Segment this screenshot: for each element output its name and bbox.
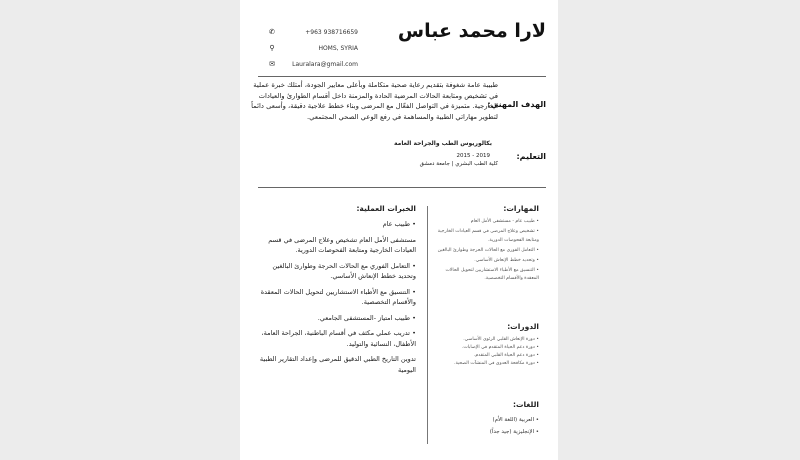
bullet-icon: • [412,220,416,228]
bullet-icon: • [534,257,539,263]
experience-section [254,204,416,380]
contact-info [268,24,358,72]
list-item [433,218,539,227]
divider-top [258,76,546,77]
bullet-icon: • [534,429,539,435]
bullet-icon: • [412,313,416,322]
languages-title: اللغات: [512,400,539,409]
education-label: التعليم: [516,152,546,161]
cv.languages-text: الإنجليزية (جيد جداً) [489,429,534,435]
cv.experience-text: مستشفى الأمل العام تشخيص وعلاج المرضى في قسم العيادات الخارجية ومتابعة الفحوصات الدورية. [268,235,416,254]
cv.courses-text: دورة الإنعاش القلبي الرئوي الأساسي. [463,337,535,342]
list-item [433,344,539,352]
skills-list [433,218,539,284]
bullet-icon: • [534,353,539,358]
list-item [254,313,416,324]
bullet-icon: • [534,219,539,224]
envelope-icon: ✉ [269,60,275,68]
skills-section [433,204,539,285]
list-item [433,360,539,368]
bullet-icon: • [412,261,416,270]
cv.courses-text: دورة دعم الحياة القلبي المتقدم. [473,353,535,358]
courses-title: الدورات: [507,322,539,331]
bullet-icon: • [534,361,539,366]
email-text: Lauralara@gmail.com [292,60,358,68]
list-item [254,235,416,256]
cv.skills-text: التنسيق مع الأطباء الاستشاريين لتحويل الحالات المعقدة والأقسام التخصصية. [445,267,539,281]
list-item [254,261,416,282]
list-item [433,247,539,256]
cv.courses-text: دورة دعم الحياة المتقدم في الإصابات. [461,345,535,350]
list-item [254,328,416,349]
column-divider [427,206,428,444]
cv.courses-text: دورة مكافحة العدوى في المنشآت الصحية. [454,361,535,366]
education-school: كلية الطب البشري | جامعة دمشق [419,161,498,167]
bullet-icon: • [412,329,416,337]
location-pin-icon: ⚲ [269,44,275,52]
bullet-icon: • [534,229,539,234]
objective-text: طبيبة عامة شغوفة بتقديم رعاية صحية متكاملة وبأعلى معايير الجودة، أمتلك خبرة عملية في تشخيص ومتابعة الحالات المرضية الحادة والمزمنة داخل أقسام الطوارئ والعيادات الخارجية. متميزة في التواصل الفعّال مع المرضى وبناء خطط علاجية دقيقة، وأسعى دائماً لتطوير مهاراتي الطبية والمساهمة في رفع الوعي الصحي المجتمعي. [251,81,498,121]
cv.skills-text: التعامل الفوري مع الحالات الحرجة وطوارئ البالغين [437,247,535,253]
cv.languages-text: العربية (اللغة الأم) [492,417,534,423]
bullet-icon: • [412,287,416,296]
phone-number: +963 938716659 [305,28,358,36]
bullet-icon: • [534,247,539,253]
languages-list [433,414,539,438]
list-item [433,426,539,438]
cv.experience-text: طبيب عام [382,220,410,228]
contact-phone [268,24,358,40]
education-years: 2015 - 2019 [456,153,490,159]
bullet-icon: • [534,267,539,273]
courses-section [433,322,539,368]
experience-list [254,219,416,375]
cv.experience-text: تدوين التاريخ الطبي الدقيق للمرضى وإعداد التقارير الطبية اليومية [259,355,416,374]
list-item [254,354,416,375]
list-item [254,219,416,230]
location-text: HOMS, SYRIA [318,44,358,52]
list-item [433,228,539,245]
cv.experience-text: التعامل الفوري مع الحالات الحرجة وطوارئ البالغين وتحديد خطط الإنعاش الأساسي. [272,261,416,280]
list-item [433,257,539,266]
list-item [433,336,539,344]
cv.experience-text: طبيب امتياز -المستشفى الجامعي. [317,313,410,322]
education-degree: بكالوريوس الطب والجراحة العامة [394,140,492,147]
cv-page [240,0,558,460]
objective-label: الهدف المهني: [487,100,546,109]
cv.skills-text: تشخيص وعلاج المرضى في قسم العيادات الخارجية ومتابعة الفحوصات الدورية. [437,229,539,243]
bullet-icon: • [534,345,539,350]
cv.experience-text: التنسيق مع الأطباء الاستشاريين لتحويل الحالات المعقدة والأقسام التخصصية. [260,287,416,306]
divider-middle [258,187,546,188]
contact-email [268,56,358,72]
skills-title: المهارات: [503,204,539,213]
bullet-icon: • [534,417,539,423]
courses-list [433,336,539,368]
phone-icon: ✆ [269,28,275,36]
cv.experience-text: تدريب عملي مكثف في أقسام الباطنية، الجراحة العامة، الأطفال، النسائية والتوليد. [261,329,416,348]
list-item [433,352,539,360]
list-item [433,267,539,284]
list-item [254,287,416,308]
experience-title: الخبرات العملية: [356,204,416,213]
candidate-name: لارا محمد عباس [397,20,546,42]
cv.skills-text: وتحديد خطط الإنعاش الأساسي. [474,257,535,263]
list-item [433,414,539,426]
cv.skills-text: طبيب عام - مستشفى الأمل العام [470,219,535,224]
languages-section [433,400,539,438]
bullet-icon: • [534,337,539,342]
contact-location [268,40,358,56]
